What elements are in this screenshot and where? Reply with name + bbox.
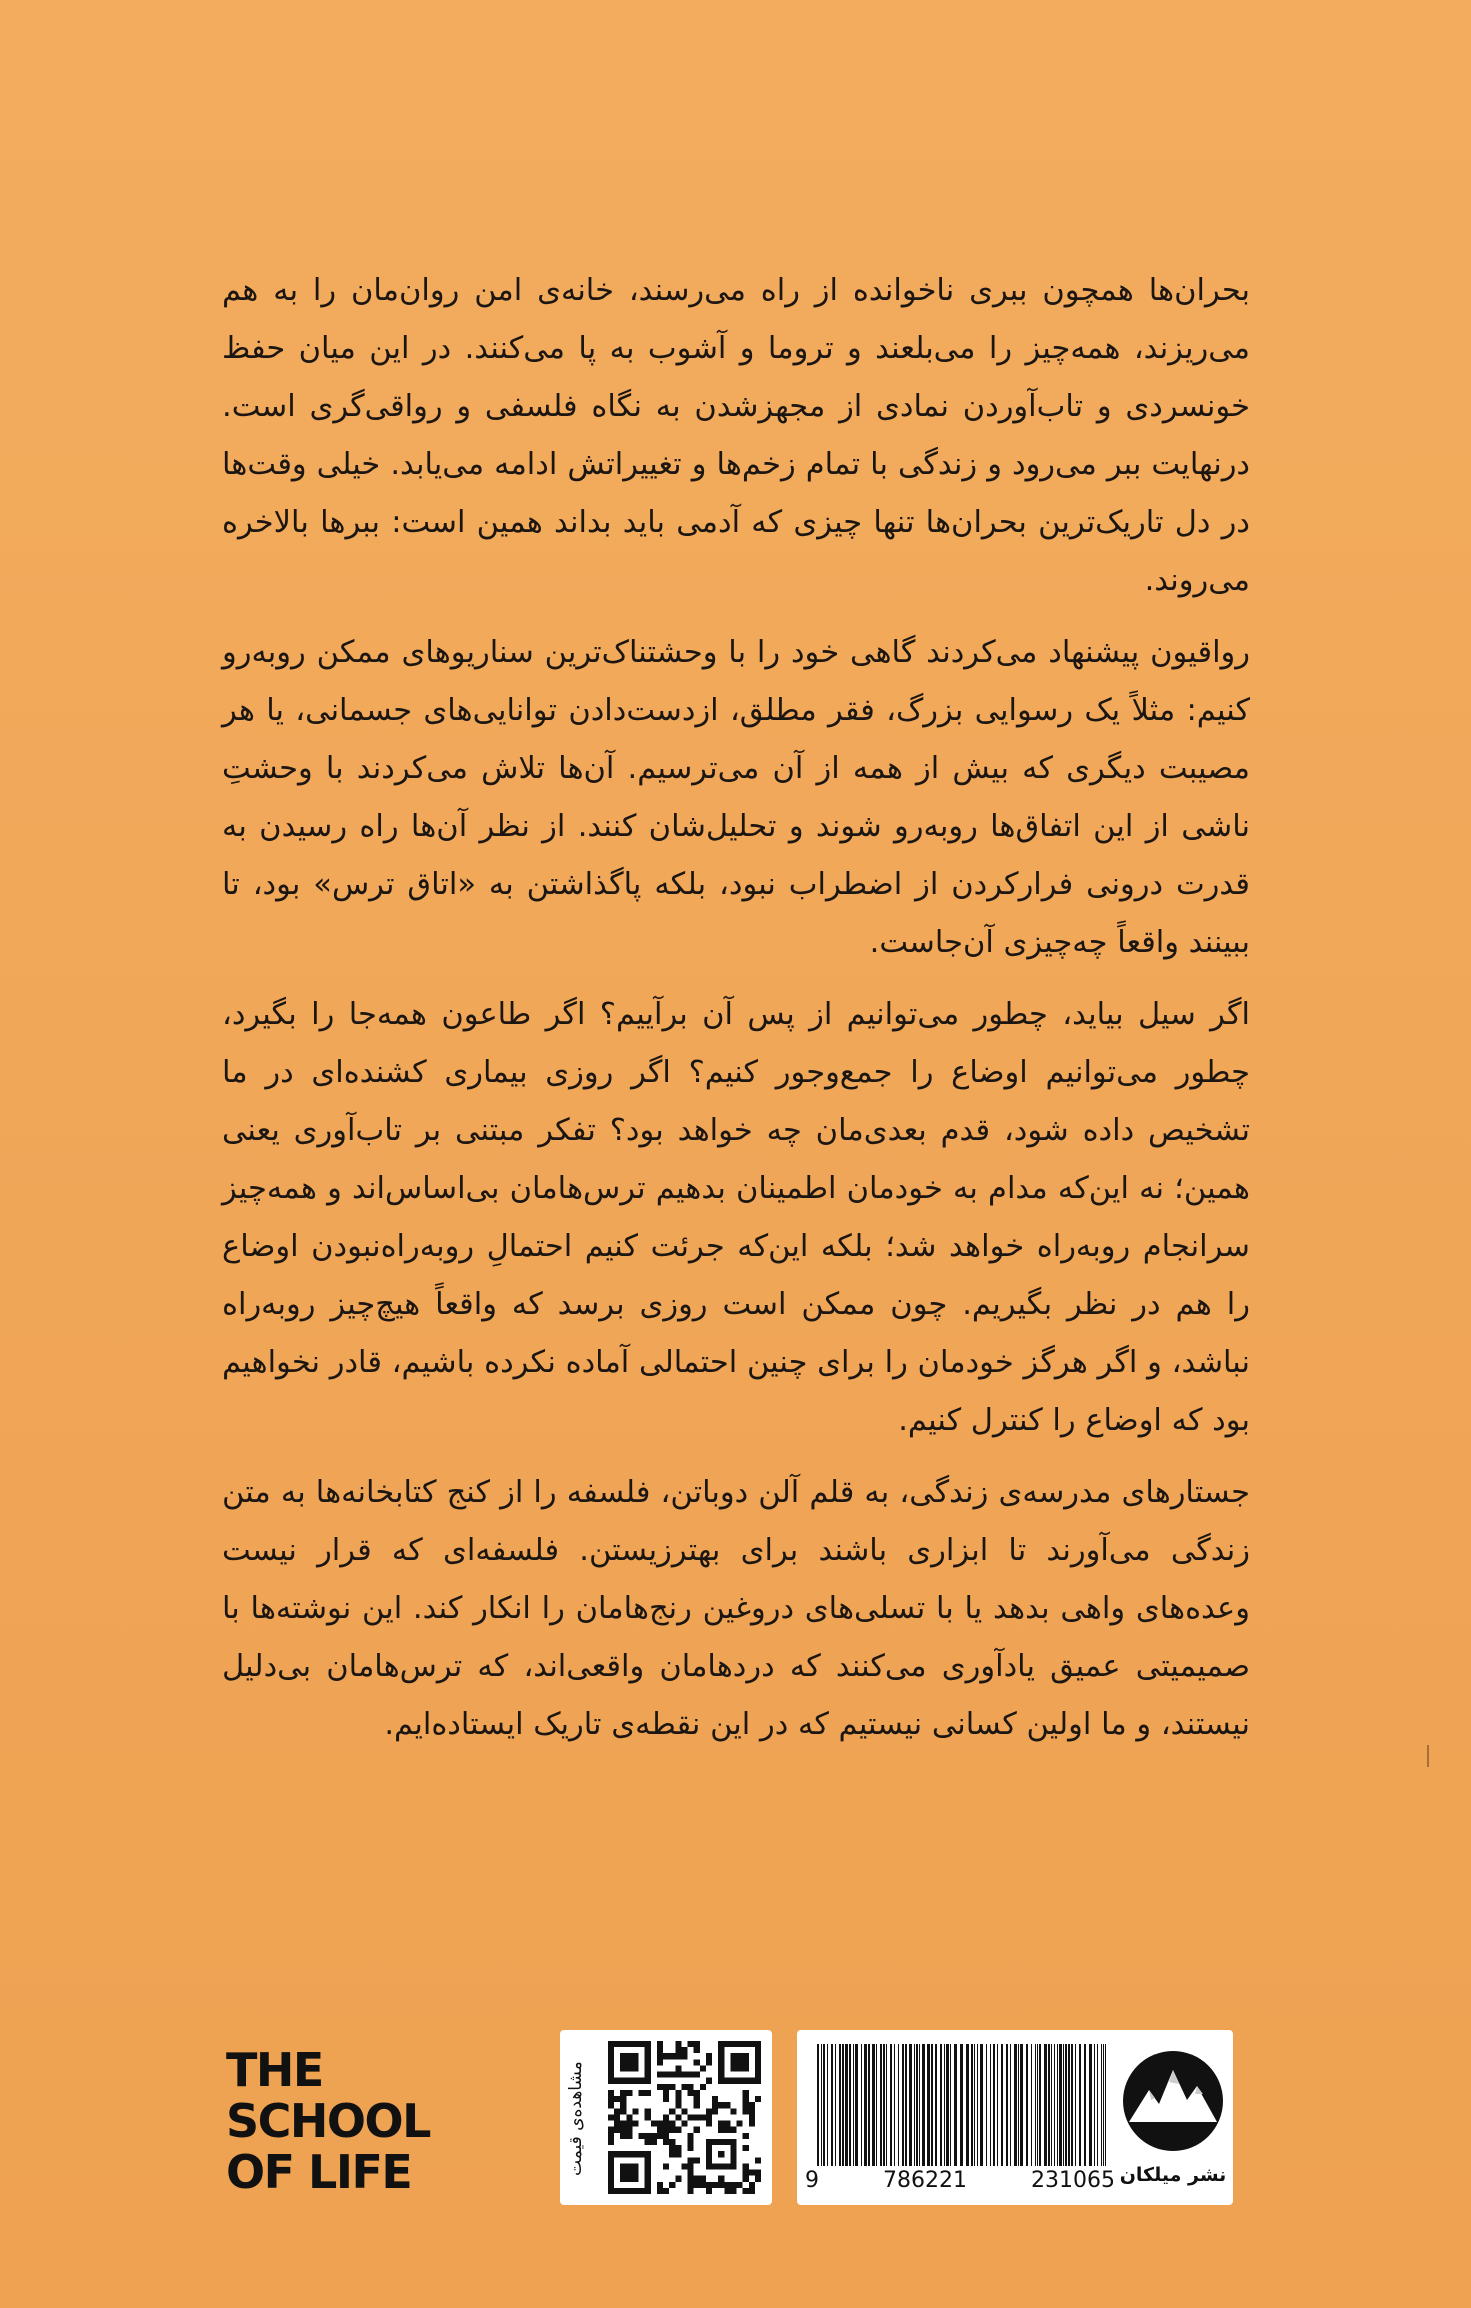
isbn-lead-digit: 9 (805, 2168, 819, 2193)
isbn-digits (805, 2168, 1115, 2193)
blurb-text (222, 262, 1250, 1768)
publisher-name: نشر میلکان (1119, 2164, 1227, 2186)
logo-line-of-life: OF LIFE (226, 2145, 412, 2199)
qr-code-icon[interactable] (608, 2041, 761, 2194)
edge-mark (1427, 1745, 1429, 1767)
blurb-paragraph-1: بحران‌ها همچون ببری ناخوانده از راه می‌رسند، خانه‌ی امن روان‌مان را به هم می‌ریزند، همه‌چیز را می‌بلعند و تروما و آشوب به پا می‌کنند. در این میان حفظ خونسردی و تاب‌آوردن نمادی از مجهزشدن به نگاه فلسفی و رواقی‌گری است. درنهایت ببر می‌رود و زندگی با تمام زخم‌ها و تغییراتش ادامه می‌یابد. خیلی وقت‌ها در دل تاریک‌ترین بحران‌ها تنها چیزی که آدمی باید بداند همین است: ببرها بالاخره می‌روند. (222, 273, 1250, 598)
blurb-paragraph-2: رواقیون پیشنهاد می‌کردند گاهی خود را با وحشتناک‌ترین سناریوهای ممکن روبه‌رو کنیم: مثلاً یک رسوایی بزرگ، فقر مطلق، ازدست‌دادن توانایی‌های جسمانی، یا هر مصیبت دیگری که بیش از همه از آن می‌ترسیم. آن‌ها تلاش می‌کردند با وحشتِ ناشی از این اتفاق‌ها روبه‌رو شوند و تحلیل‌شان کنند. از نظر آن‌ها راه رسیدن به قدرت درونی فرارکردن از اضطراب نبود، بلکه پاگذاشتن به «اتاق ترس» بود، تا ببینند واقعاً چه‌چیزی آن‌جاست. (222, 635, 1250, 960)
price-qr-panel[interactable] (560, 2030, 772, 2205)
blurb-paragraph-4: جستارهای مدرسه‌ی زندگی، به قلم آلن دوباتن، فلسفه را از کنج کتابخانه‌ها به متن زندگی می‌آورند تا ابزاری باشند برای بهترزیستن. فلسفه‌ای که قرار نیست وعده‌های واهی بدهد یا با تسلی‌های دروغین رنج‌هامان را انکار کند. این نوشته‌ها با صمیمیتی عمیق یادآوری می‌کنند که دردهامان واقعی‌اند، که ترس‌هامان بی‌دلیل نیستند، و ما اولین کسانی نیستیم که در این نقطه‌ی تاریک ایستاده‌ایم. (222, 1475, 1250, 1742)
blurb-paragraph-3: اگر سیل بیاید، چطور می‌توانیم از پس آن برآییم؟ اگر طاعون همه‌جا را بگیرد، چطور می‌توانیم اوضاع را جمع‌وجور کنیم؟ اگر روزی بیماری کشنده‌ای در ما تشخیص داده شود، قدم بعدی‌مان چه خواهد بود؟ تفکر مبتنی بر تاب‌آوری یعنی همین؛ نه این‌که مدام به خودمان اطمینان بدهیم ترس‌هامان بی‌اساس‌اند و همه‌چیز سرانجام روبه‌راه خواهد شد؛ بلکه این‌که جرئت کنیم احتمالِ روبه‌راه‌نبودن اوضاع را هم در نظر بگیریم. چون ممکن است روزی برسد که واقعاً هیچ‌چیز روبه‌راه نباشد، و اگر هرگز خودمان را برای چنین احتمالی آماده نکرده باشیم، قادر نخواهیم بود که اوضاع را کنترل کنیم. (222, 997, 1250, 1438)
qr-label: مشاهده‌ی قیمت (566, 2061, 586, 2177)
isbn-barcode-panel (797, 2030, 1233, 2205)
barcode-icon (813, 2044, 1111, 2166)
logo-line-school: SCHOOL (226, 2094, 430, 2148)
logo-line-the: THE (226, 2043, 323, 2097)
school-of-life-logo (226, 2045, 446, 2198)
publisher-mountain-logo-icon (1119, 2042, 1227, 2160)
isbn-group-1: 786221 (883, 2168, 967, 2193)
isbn-group-2: 231065 (1031, 2168, 1115, 2193)
